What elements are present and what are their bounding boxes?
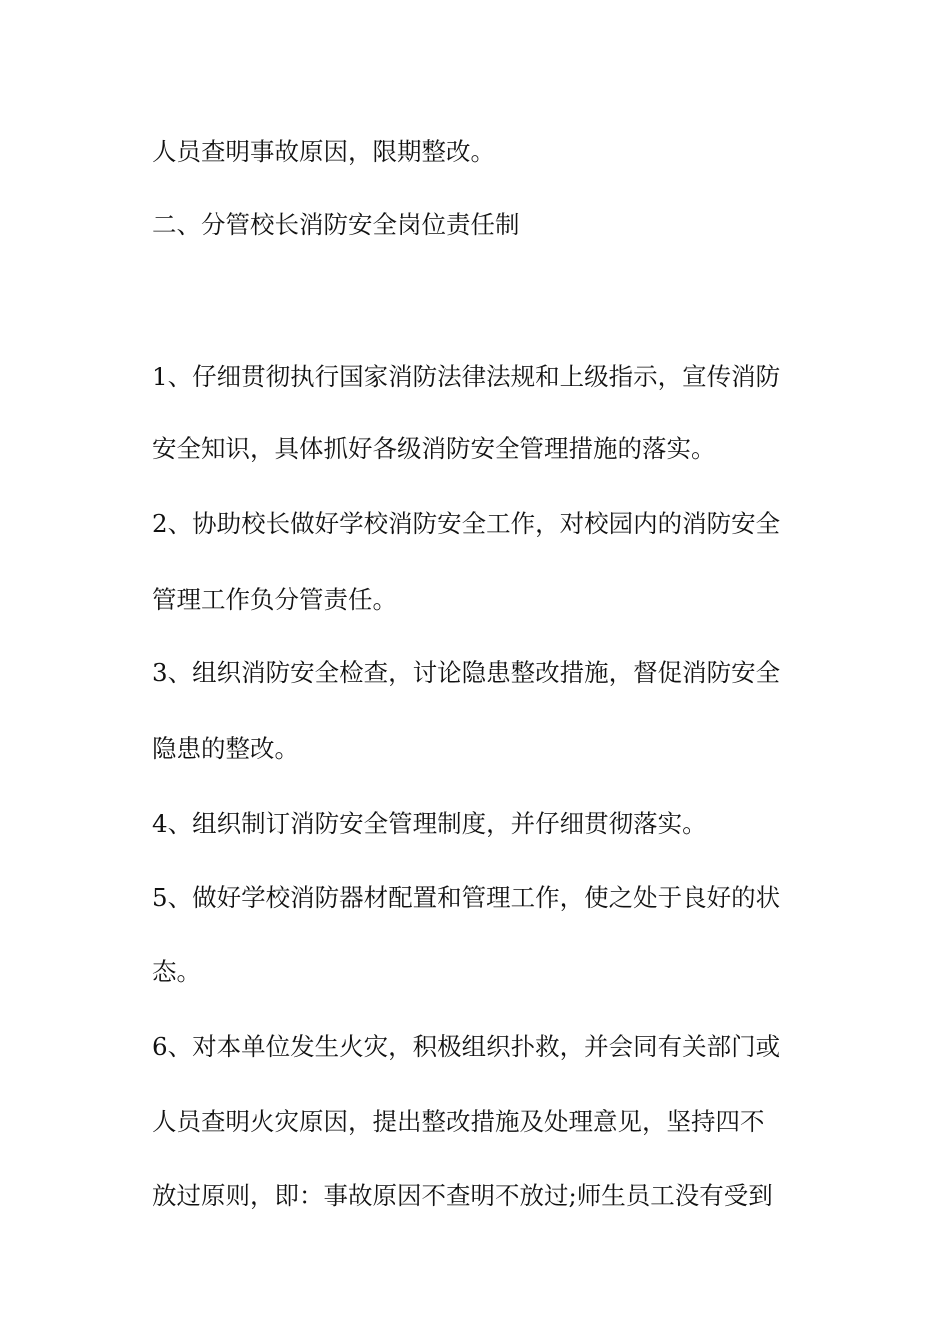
item-3-line-2: 隐患的整改。	[152, 734, 299, 763]
item-3-line-1: 3、组织消防安全检查，讨论隐患整改措施，督促消防安全	[152, 658, 781, 687]
item-4-line-1: 4、组织制订消防安全管理制度，并仔细贯彻落实。	[152, 809, 707, 838]
item-5-line-1: 5、做好学校消防器材配置和管理工作，使之处于良好的状	[152, 883, 781, 912]
item-6-line-2: 人员查明火灾原因，提出整改措施及处理意见，坚持四不	[152, 1107, 765, 1136]
item-1-line-2: 安全知识，具体抓好各级消防安全管理措施的落实。	[152, 434, 716, 463]
paragraph-continuation-line: 人员查明事故原因，限期整改。	[152, 137, 495, 166]
item-2-line-1: 2、协助校长做好学校消防安全工作，对校园内的消防安全	[152, 509, 781, 538]
section-heading: 二、分管校长消防安全岗位责任制	[152, 210, 520, 239]
item-5-line-2: 态。	[152, 957, 201, 986]
item-1-line-1: 1、仔细贯彻执行国家消防法律法规和上级指示，宣传消防	[152, 362, 781, 391]
item-6-line-3: 放过原则，即：事故原因不查明不放过;师生员工没有受到	[152, 1181, 773, 1210]
item-2-line-2: 管理工作负分管责任。	[152, 585, 397, 614]
item-6-line-1: 6、对本单位发生火灾，积极组织扑救，并会同有关部门或	[152, 1032, 781, 1061]
